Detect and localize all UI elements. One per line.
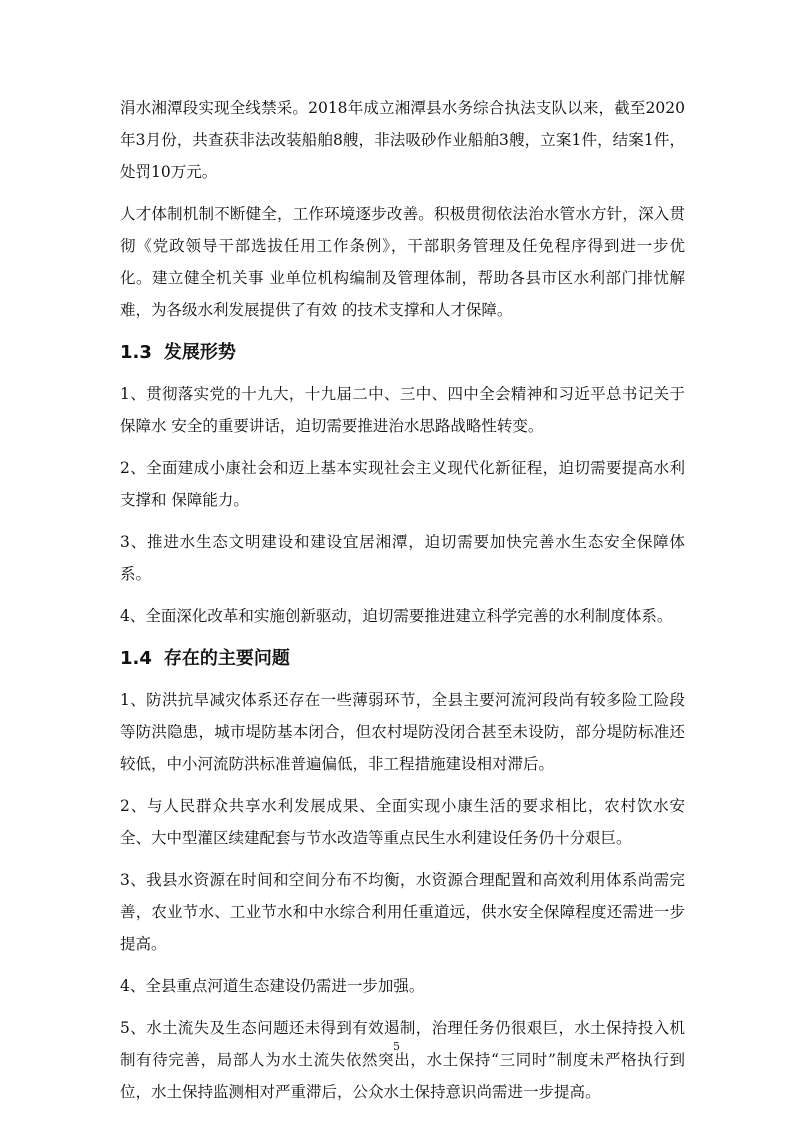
section-heading-1-3	[120, 336, 685, 370]
paragraph-trend-3: 3、推进水生态文明建设和建设宜居湘潭，迫切需要加快完善水生态安全保障体系。	[120, 533, 685, 583]
section-heading-1-4	[120, 642, 685, 676]
page-number: 5	[393, 1040, 400, 1053]
section-number: 1.4	[120, 648, 152, 669]
paragraph-problem-2: 2、与人民群众共享水利发展成果、全面实现小康生活的要求相比，农村饮水安全、大中型灌区续建配套与节水改造等重点民生水利建设任务仍十分艰巨。	[120, 797, 685, 847]
section-title: 发展形势	[163, 342, 236, 363]
paragraph-trend-4: 4、全面深化改革和实施创新驱动，迫切需要推进建立科学完善的水利制度体系。	[120, 607, 673, 625]
paragraph-trend-2: 2、全面建成小康社会和迈上基本实现社会主义现代化新征程，迫切需要提高水利支撑和 保障能力。	[120, 459, 685, 509]
paragraph-problem-3: 3、我县水资源在时间和空间分布不均衡，水资源合理配置和高效利用体系尚需完善，农业节水、工业节水和中水综合利用任重道远，供水安全保障程度还需进一步提高。	[120, 871, 685, 953]
paragraph-talent-system: 人才体制机制不断健全，工作环境逐步改善。积极贯彻依法治水管水方针，深入贯彻《党政领导干部选拔任用工作条例》，干部职务管理及任免程序得到进一步优化。建立健全机关事 业单位机构编制及管理体制，帮助各县市区水利部门排忧解难，为各级水利发展提供了有效 的技术支撑和人才保障。	[120, 205, 685, 319]
page-content	[120, 92, 685, 1118]
paragraph-trend-1: 1、贯彻落实党的十九大，十九届二中、三中、四中全会精神和习近平总书记关于保障水 安全的重要讲话，迫切需要推进治水思路战略性转变。	[120, 385, 685, 435]
paragraph-enforcement-summary: 涓水湘潭段实现全线禁采。2018年成立湘潭县水务综合执法支队以来，截至2020年3月份，共查获非法改装船舶8艘，非法吸砂作业船舶3艘，立案1件，结案1件，处罚10万元。	[120, 99, 685, 181]
paragraph-problem-1: 1、防洪抗旱减灾体系还存在一些薄弱环节，全县主要河流河段尚有较多险工险段等防洪隐患，城市堤防基本闭合，但农村堤防没闭合甚至未设防，部分堤防标准还较低，中小河流防洪标准普遍偏低，非工程措施建设相对滞后。	[120, 691, 685, 773]
section-title: 存在的主要问题	[163, 648, 290, 669]
paragraph-problem-4: 4、全县重点河道生态建设仍需进一步加强。	[120, 977, 425, 995]
paragraph-problem-5: 5、水土流失及生态问题还未得到有效遏制，治理任务仍很艰巨，水土保持投入机制有待完善，局部人为水土流失依然突出，水土保持“三同时”制度未严格执行到位，水土保持监测相对严重滞后，公众水土保持意识尚需进一步提高。	[120, 1019, 685, 1101]
section-number: 1.3	[120, 342, 152, 363]
